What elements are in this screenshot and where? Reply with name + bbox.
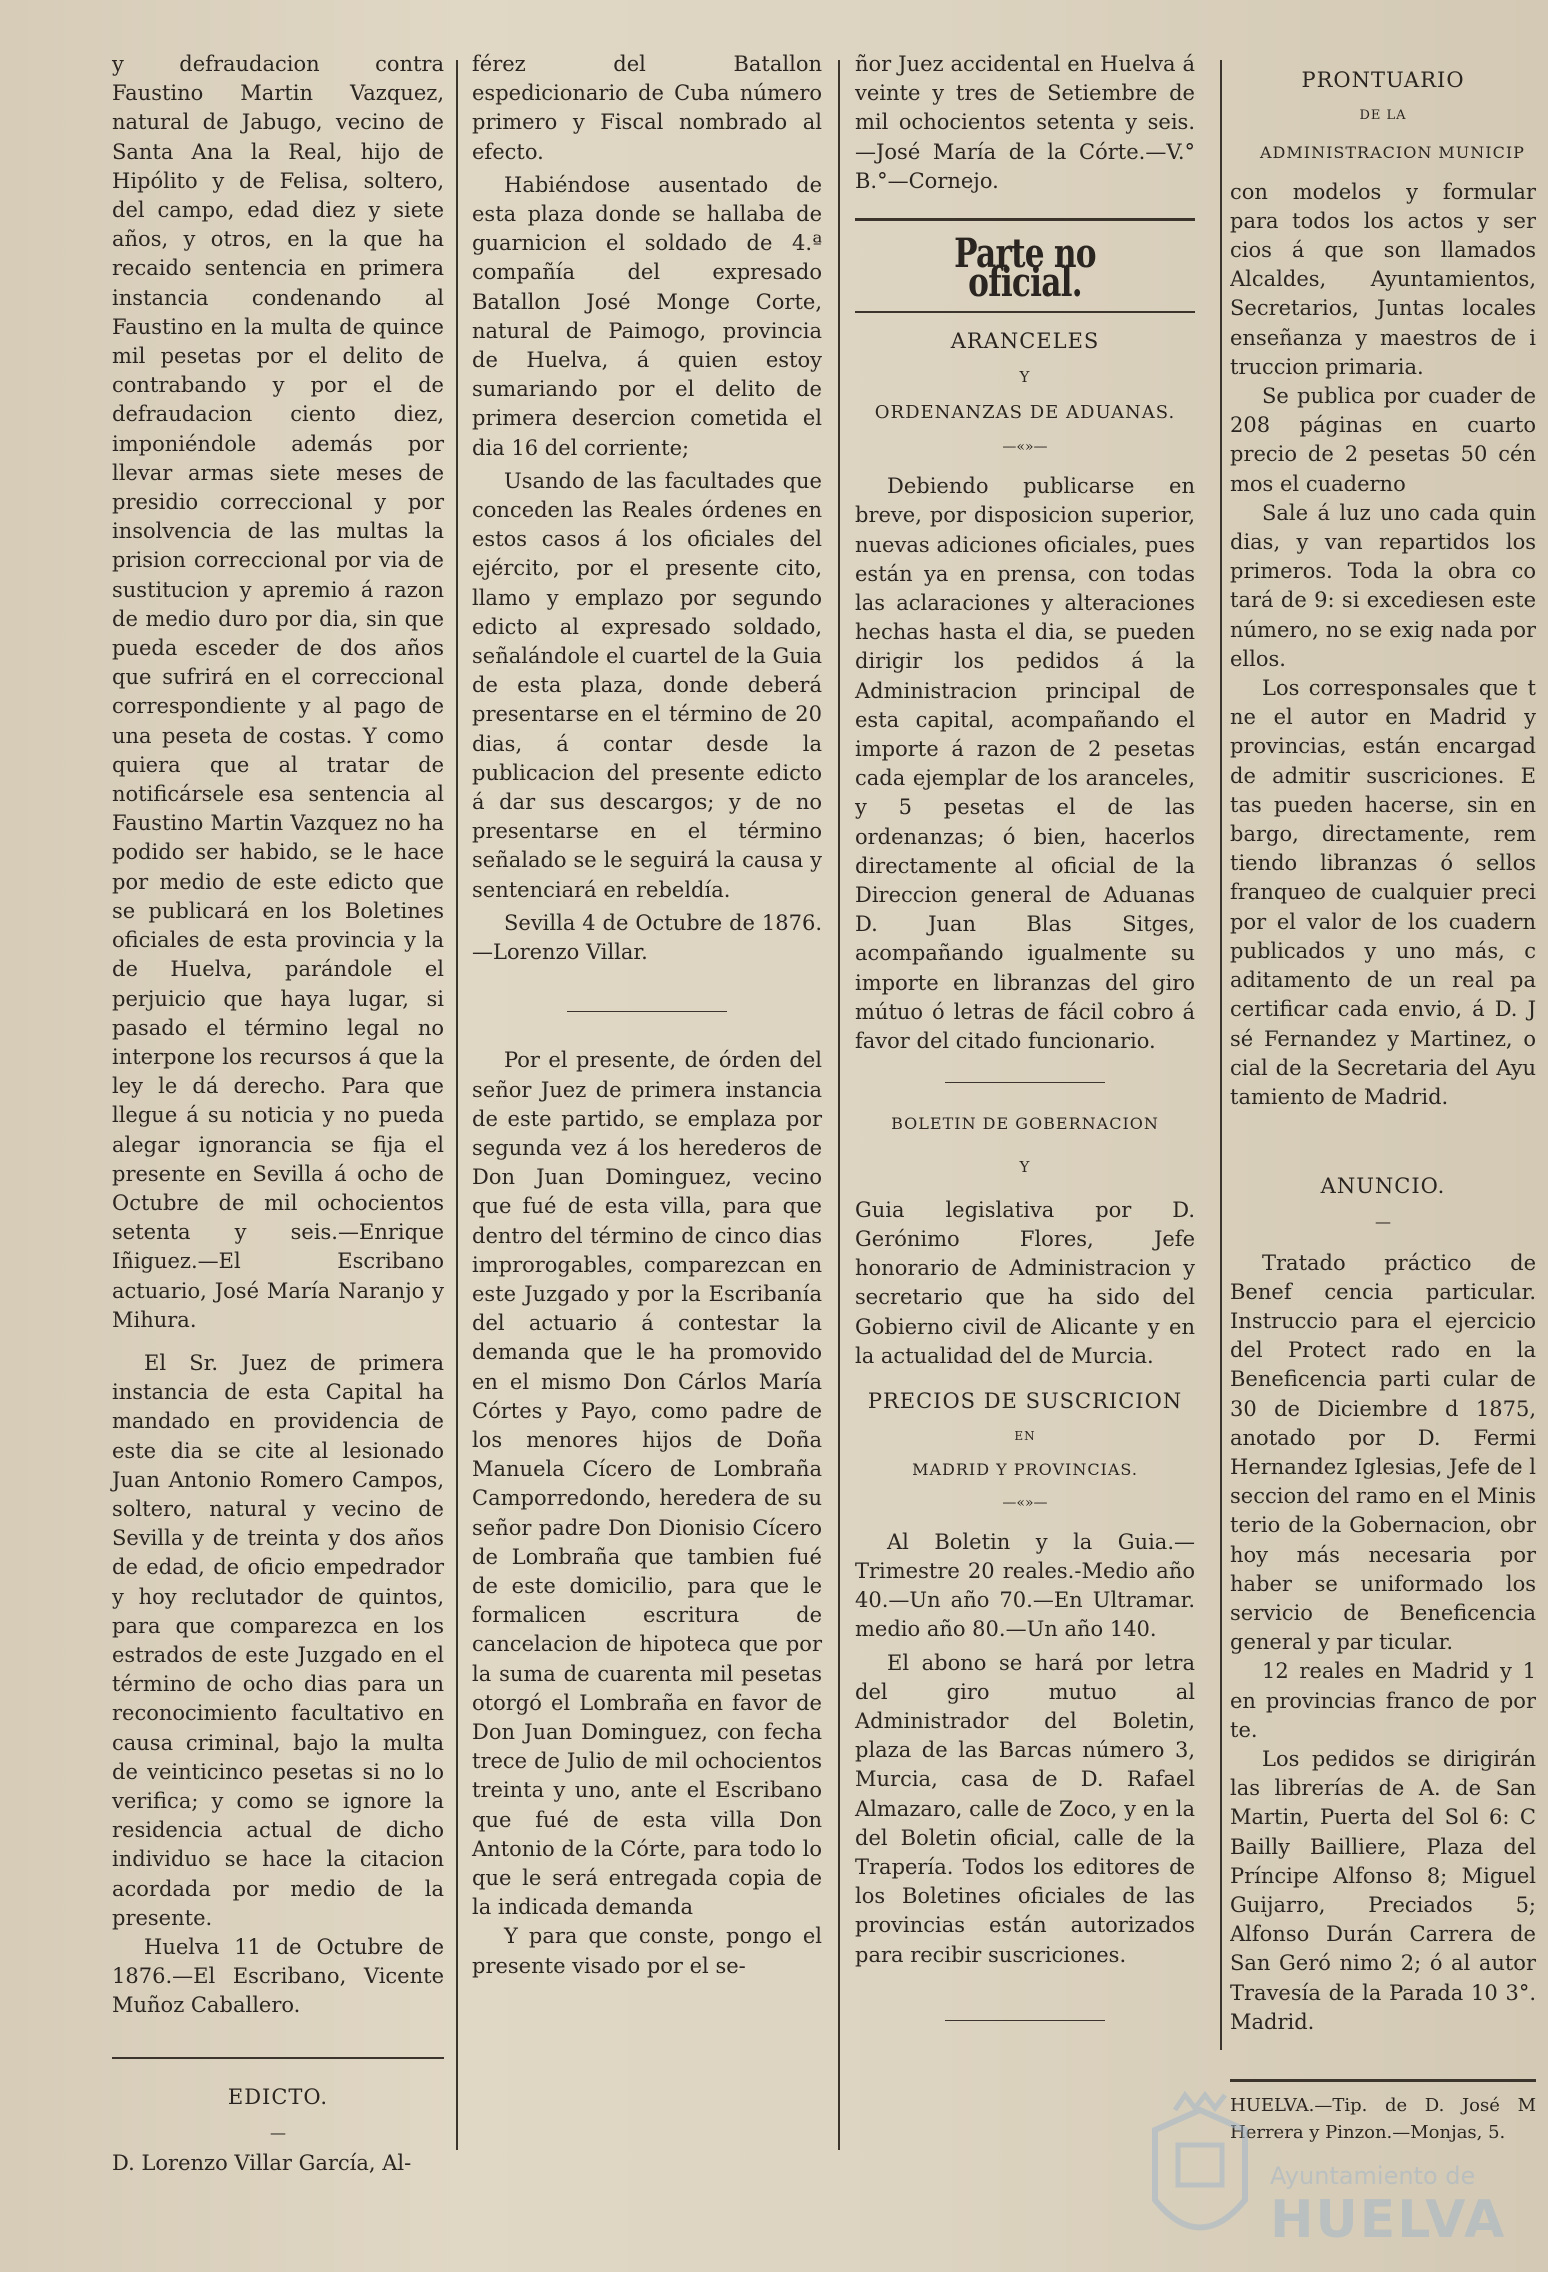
heading-administracion: ADMINISTRACION MUNICIP [1260, 143, 1525, 163]
heading-ordenanzas: ORDENANZAS DE ADUANAS. [874, 401, 1176, 423]
dash-ornament: — [270, 2122, 286, 2142]
paragraph: 12 reales en Madrid y 1 en provincias franco de por te. [1230, 1659, 1536, 1742]
heading-anuncio: ANUNCIO. [1320, 1174, 1446, 1199]
paragraph: Sale á luz uno cada quin dias, y van repartidos los primeros. Toda la obra co tará de 9: si excediesen este número, no se exig nada por ellos. [1230, 500, 1536, 671]
paragraph: Tratado práctico de Benef cencia particular. Instruccio para el ejercicio del Protect rado en la Beneficencia parti cular de 30 de Diciembre d 1875, anotado por D. Fermi Hernandez Iglesias, Jefe de l seccion del ramo en el Minis terio de la Gobernacion, obr hoy más necesaria por haber se uniformado los servicio de Beneficencia general y par ticular. [1230, 1250, 1536, 1655]
paragraph: Los pedidos se dirigirán las librerías de A. de San Martin, Puerta del Sol 6: C Bailly Bailliere, Plaza del Príncipe Alfonso 8; Miguel Guijarro, Preciados 5; Alfonso Durán Carrera de San Geró nimo 2; ó al autor Travesía de la Parada 10 3°. Madrid. [1230, 1746, 1536, 2034]
heading-en: EN [1014, 1429, 1036, 1444]
column-2 [472, 50, 822, 1981]
paragraph: Los corresponsales que t ne el autor en Madrid y provincias, están encargad de admitir suscriciones. E tas pueden hacerse, sin en bargo, directamente, rem tiendo libranzas ó sellos franqueo de cualquier preci por el valor de los cuadern publicados y uno más, c aditamento de un real pa certificar cada envio, á D. J sé Fernandez y Martinez, o cial de la Secretaria del Ayu tamiento de Madrid. [1230, 676, 1536, 1109]
paragraph: Debiendo publicarse en breve, por disposicion superior, nuevas adiciones oficiales, pues están ya en prensa, con todas las aclaraciones y alteraciones hechas hasta el dia, se pueden dirigir los pedidos á la Administracion principal de esta capital, acompañando el importe á razon de 2 pesetas cada ejemplar de los aranceles, y 5 pesetas el de las ordenanzas; ó bien, hacerlos directamente al oficial de la Direccion general de Aduanas D. Juan Blas Sitges, acompañando igualmente su importe en libranzas del giro mútuo ó letras de fácil cobro á favor del citado funcionario. [855, 474, 1195, 1054]
paragraph: Y para que conste, pongo el presente visado por el se- [472, 1924, 822, 1978]
section-heading-edicto: EDICTO. [227, 2084, 329, 2109]
paragraph: con modelos y formular para todos los actos y ser cios á que son llamados Alcaldes, Ayuntamientos, Secretarios, Juntas locales enseñanza y maestros de i truccion primaria. [1230, 179, 1536, 379]
watermark-line-2: HUELVA [1270, 2190, 1507, 2250]
column-rule [1220, 60, 1222, 2050]
divider [567, 1011, 727, 1012]
heading-de-la: DE LA [1359, 108, 1407, 124]
watermark-line-1: Ayuntamiento de [1270, 2162, 1476, 2190]
dash-ornament: — [1375, 1212, 1391, 1232]
heading-madrid: MADRID Y PROVINCIAS. [912, 1460, 1138, 1480]
paragraph: y defraudacion contra Faustino Martin Vazquez, natural de Jabugo, vecino de Santa Ana la Real, hijo de Hipólito y de Felisa, soltero, del campo, edad diez y siete años, y otros, en la que ha recaido sentencia en primera instancia condenando al Faustino en la multa de quince mil pesetas por el delito de contrabando y por el de defraudacion ciento diez, imponiéndole además por llevar armas siete meses de presidio correccional y por insolvencia de las multas la prision correccional por via de sustitucion y apremio á razon de medio duro por dia, sin que pueda esceder de dos años que sufrirá en el correccional correspondiente y al pago de una peseta de costas. Y como quiera que al tratar de notificársele esa sentencia al Faustino Martin Vazquez no ha podido ser habido, se le hace por medio de este edicto que se publicará en los Boletines oficiales de esta provincia y la de Huelva, parándole el perjuicio que haya lugar, si pasado el término legal no interpone los recursos á que la ley le dá derecho. Para que llegue á su noticia y no pueda alegar ignorancia se fija el presente en Sevilla á ocho de Octubre de mil ochocientos setenta y seis.—Enrique Iñiguez.—El Escribano actuario, José María Naranjo y Mihura. [112, 52, 444, 1332]
paragraph: Huelva 11 de Octubre de 1876.—El Escribano, Vicente Muñoz Caballero. [112, 1935, 444, 2018]
paragraph: Sevilla 4 de Octubre de 1876.—Lorenzo Villar. [472, 910, 822, 965]
paragraph: ñor Juez accidental en Huelva á veinte y tres de Setiembre de mil ochocientos setenta y seis.—José María de la Córte.—V.° B.°—Cornejo. [855, 52, 1195, 193]
divider [855, 218, 1195, 221]
heading-aranceles: ARANCELES [950, 329, 1100, 354]
heading-precios: PRECIOS DE SUSCRICION [867, 1388, 1183, 1413]
paragraph: D. Lorenzo Villar García, Al- [112, 2151, 412, 2176]
heading-y: Y [1019, 1157, 1031, 1176]
heading-boletin: BOLETIN DE GOBERNACION [891, 1114, 1159, 1134]
column-4 [1230, 50, 1536, 2146]
divider [1230, 2079, 1536, 2082]
column-rule [456, 60, 458, 2150]
paragraph: férez del Batallon espedicionario de Cuba número primero y Fiscal nombrado al efecto. [472, 52, 822, 164]
divider [855, 311, 1195, 313]
column-1 [112, 50, 444, 2178]
paragraph: Guia legislativa por D. Gerónimo Flores, Jefe honorario de Administracion y secretario que ha sido del Gobierno civil de Alicante y en la actualidad del de Murcia. [855, 1197, 1195, 1368]
heading-prontuario: PRONTUARIO [1301, 68, 1465, 92]
coat-of-arms-icon [1140, 2090, 1260, 2260]
paragraph: El abono se hará por letra del giro mutuo al Administrador del Boletin, plaza de las Barcas número 3, Murcia, casa de D. Rafael Almazaro, calle de Zoco, y en la del Boletin oficial, calle de la Trapería. Todos los editores de los Boletines oficiales de las provincias están autorizados para recibir suscriciones. [855, 1650, 1195, 1967]
paragraph: Al Boletin y la Guia.—Trimestre 20 reales.-Medio año 40.—Un año 70.—En Ultramar. medio año 80.—Un año 140. [855, 1529, 1195, 1642]
ornament: —«»— [1002, 439, 1048, 456]
column-3 [855, 50, 1195, 2021]
divider [945, 1082, 1105, 1083]
ornament: —«»— [1002, 1494, 1048, 1511]
watermark [1140, 2090, 1540, 2270]
paragraph: Usando de las facultades que conceden las Reales órdenes en estos casos á los oficiales del ejército, por el presente cito, llamo y emplazo por segundo edicto al expresado soldado, señalándole el cuartel de la Guia de esta plaza, donde deberá presentarse en el término de 20 dias, á contar desde la publicacion del presente edicto á dar sus descargos; y de no presentarse en el término señalado se le seguirá la causa y sentenciará en rebeldía. [472, 468, 822, 902]
divider [112, 2057, 444, 2059]
column-rule [838, 60, 840, 2150]
paragraph: Se publica por cuader de 208 páginas en cuarto precio de 2 pesetas 50 cén mos el cuaderno [1230, 384, 1536, 496]
section-heading-parte-no-oficial: Parte no oficial. [954, 230, 1096, 307]
divider [945, 2020, 1105, 2021]
paragraph: El Sr. Juez de primera instancia de esta Capital ha mandado en providencia de este dia se cite al lesionado Juan Antonio Romero Campos, soltero, natural y vecino de Sevilla y de treinta y dos años de edad, de oficio empedrador y hoy reclutador de quintos, para que comparezca en los estrados de este Juzgado en el término de ocho dias para un reconocimiento facultativo en causa criminal, bajo la multa de veinticinco pesetas si no lo verifica; y como se ignore la residencia actual de dicho individuo se hace la citacion acordada por medio de la presente. [112, 1350, 444, 1930]
heading-y: Y [1019, 367, 1031, 386]
paragraph: Por el presente, de órden del señor Juez de primera instancia de este partido, se emplaza por segunda vez á los herederos de Don Juan Dominguez, vecino que fué de esta villa, para que dentro del término de cinco dias improrogables, comparezcan en este Juzgado y por la Escribanía del actuario á contestar la demanda que le ha promovido en el mismo Don Cárlos María Córtes y Payo, como padre de los menores hijos de Doña Manuela Cícero de Lombraña Camporredondo, heredera de su señor padre Don Dionisio Cícero de Lombraña que tambien fué de este domicilio, para que le formalicen escritura de cancelacion de hipoteca que por la suma de cuarenta mil pesetas otorgó el Lombraña en favor de Don Juan Dominguez, con fecha trece de Julio de mil ochocientos treinta y uno, ante el Escribano que fué de esta villa Don Antonio de la Córte, para todo lo que le será entregada copia de la indicada demanda [472, 1048, 822, 1920]
printer-imprint: HUELVA.—Tip. de D. José M Herrera y Pinzon.—Monjas, 5. [1230, 2095, 1536, 2143]
paragraph: Habiéndose ausentado de esta plaza donde se hallaba de guarnicion el soldado de 4.ª compañía del expresado Batallon José Monge Corte, natural de Paimogo, provincia de Huelva, á quien estoy sumariando por el delito de primera desercion cometida el dia 16 del corriente; [472, 172, 822, 460]
